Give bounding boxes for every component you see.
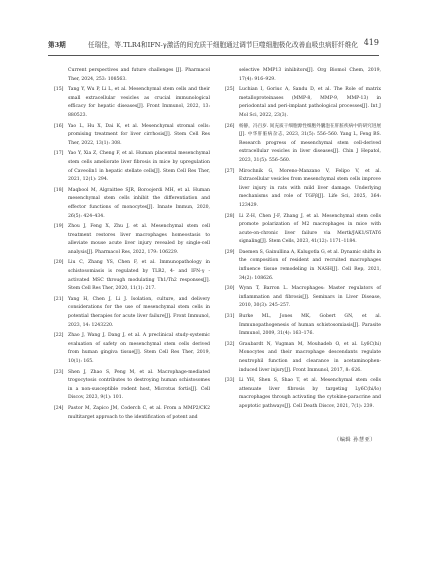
reference-number: [15] [54, 87, 64, 93]
reference-column-left [54, 67, 210, 424]
reference-number: [27] [225, 168, 235, 174]
reference-entry [225, 67, 381, 84]
reference-text: Li Z-H, Chen J-F, Zhang J, et al. Mesenchymal stem cells promote polarization of M2 macrophages in mice with acute-on-chronic liver failure via Mertk/JAK1/STAT6 signaling[J]. Stem Cells, 2023, 41(12): 1171–1184. [239, 213, 381, 245]
reference-text: Luchian I, Goriuc A, Sandu D, et al. The Role of matrix metalloproteinases (MMP-8, MMP-9, MMP-13) in periodontal and peri-implant pathological processes[J]. Int J Mol Sci, 2022, 23(3). [239, 87, 381, 118]
editor-note: （编辑 孙慧亚） [334, 437, 376, 443]
reference-entry [225, 341, 381, 375]
reference-number: [32] [225, 341, 235, 347]
reference-number: [16] [54, 123, 64, 129]
reference-entry [225, 86, 381, 120]
reference-number: [20] [54, 260, 64, 266]
reference-entry [54, 86, 210, 120]
reference-number: [28] [225, 213, 235, 219]
reference-text: Liu C, Zhang YS, Chen F, et al. Immunopathology in schistosomiasis is regulated by TLR2, 4- and IFN-γ -activated MSC through modulating Th1/Th2 responses[J]. Stem Cell Res Ther, 2020, 11(1): 217. [68, 260, 210, 292]
reference-number: [23] [54, 369, 64, 375]
reference-number: [33] [225, 378, 235, 384]
reference-text: Mirochnik G, Moreno-Manzano V, Felipo V, et al. Extracellular vesicles from mesenchymal stem cells improve liver injury in rats with mild liver damage. Underlying mechanisms and role of TGFβ[J]. Life Sci, 2025, 364: 123429. [239, 168, 381, 208]
reference-text: 杨静，冯百岁. 间充质干细胞源性细胞外囊泡在肝脏疾病中的研究进展[J]. 中华肝脏病杂志, 2023, 31(5): 556–560. Yang L, Feng BS. Research progress of mesenchymal stem cell-derived extracellular vesicles in liver diseases[J]. Chin J Hepatol, 2023, 31(5): 556–560. [239, 123, 381, 163]
reference-entry [225, 285, 381, 311]
reference-text: selective MMP13 inhibitors[J]. Org Biomol Chem, 2019, 17(4): 916–929. [239, 68, 381, 82]
reference-entry [225, 377, 381, 411]
page-header [48, 37, 379, 53]
reference-text: Maqbool M, Algraittee SJR, Boroojerdi MH, et al. Human mesenchymal stem cells inhibit the differentiation and effector functions of monocytes[J]. Innate Immun, 2020, 26(5): 424–434. [68, 187, 210, 219]
reference-number: [22] [54, 333, 64, 339]
reference-entry [54, 332, 210, 366]
page-number: 419 [363, 38, 379, 47]
reference-text: Pastor M, Zapico JM, Coderch C, et al. From a MMP2/CK2 multitarget approach to the identification of potent and [68, 405, 210, 420]
reference-column-right [225, 67, 381, 414]
reference-number: [25] [225, 87, 235, 93]
reference-entry [54, 187, 210, 221]
reference-text: Yao L, Hu X, Dai K, et al. Mesenchymal stromal cells: promising treatment for liver cirrhosis[J]. Stem Cell Res Ther, 2022, 13(1): 308. [68, 123, 210, 146]
reference-text: Current perspectives and future challenges [J]. Pharmacol Ther, 2024, 253: 108563. [68, 68, 210, 82]
reference-number: [21] [54, 296, 64, 302]
reference-text: Shen J, Zhao S, Peng M, et al. Macrophage-mediated trogocytosis contributes to destroying human schistosomes in a non-susceptible rodent host, Microtus fortis[J]. Cell Discov, 2023, 9(1): 101. [68, 369, 210, 401]
reference-text: Burke ML, Jones MK, Gobert GN, et al. Immunopathogenesis of human schistosomiasis[J]. Parasite Immunol, 2009, 31(4): 163–176. [239, 314, 381, 337]
reference-entry [225, 168, 381, 211]
reference-text: Zhou J, Feng X, Zhu J, et al. Mesenchymal stem cell treatment restores liver macrophages homeostasis to alleviate mouse acute liver injury revealed by single-cell analysis[J]. Pharmacol Res, 2022, 179: 106229. [68, 224, 210, 255]
reference-text: Tang Y, Wu P, Li L, et al. Mesenchymal stem cells and their small extracellular vesicles as crucial immunological efficacy for hepatic diseases[J]. Front Immunol, 2022, 13: 880523. [68, 87, 210, 118]
reference-text: Li YH, Shen S, Shao T, et al. Mesenchymal stem cells attenuate liver fibrosis by targeting Ly6C(hi/lo) macrophages through activating the cytokine-paracrine and apoptotic pathways[J]. Cell Death Discov, 2021, 7(1): 239. [239, 378, 381, 409]
reference-number: [29] [225, 249, 235, 255]
reference-entry [54, 369, 210, 403]
reference-entry [225, 213, 381, 247]
reference-entry [225, 123, 381, 166]
reference-text: Wynn T, Barron L. Macrophages: Master regulators of inflammation and fibrosis[J]. Seminars in Liver Disease, 2010, 30(3): 245–257. [239, 286, 381, 309]
reference-entry [54, 67, 210, 84]
running-title: 任瑞佳，等.TLR4和IFN-γ激活的间充质干细胞通过调节巨噬细胞极化改善血吸虫病肝纤维化 [88, 41, 358, 49]
reference-entry [54, 259, 210, 293]
reference-entry [225, 313, 381, 339]
reference-text: Yang H, Chen J, Li J. Isolation, culture, and delivery considerations for the use of mesenchymal stem cells in potential therapies for acute liver failure[J]. Front Immunol, 2023, 14: 1243220. [68, 296, 210, 328]
reference-entry [54, 123, 210, 149]
header-rule [48, 55, 379, 56]
reference-text: Graubardt N, Vugman M, Mouhadeb O, et al. Ly6C(hi) Monocytes and their macrophage descendants regulate neutrophil function and clearance in acetaminophen-induced liver injury[J]. Front Immunol, 2017, 8: 626. [239, 341, 381, 373]
reference-number: [19] [54, 224, 64, 230]
issue-label: 第3期 [48, 41, 66, 49]
reference-number: [18] [54, 187, 64, 193]
reference-entry [54, 223, 210, 257]
reference-number: [17] [54, 151, 64, 157]
reference-entry [54, 405, 210, 422]
reference-text: Daemen S, Gainullina A, Kalugotla G, et al. Dynamic shifts in the composition of resident and recruited macrophages influence tissue remodeling in NASH[J]. Cell Rep, 2021, 34(2): 108626. [239, 249, 381, 281]
reference-number: [24] [54, 405, 64, 411]
reference-text: Zhao J, Wang J, Dang J, et al. A preclinical study-systemic evaluation of safety on mesenchymal stem cells derived from human gingiva tissue[J]. Stem Cell Res Ther, 2019, 10(1): 165. [68, 333, 210, 364]
reference-entry [54, 150, 210, 184]
reference-entry [54, 296, 210, 330]
reference-number: [26] [225, 123, 235, 129]
reference-number: [31] [225, 314, 235, 320]
reference-number: [30] [225, 286, 235, 292]
reference-entry [225, 249, 381, 283]
reference-text: Yao Y, Xia Z, Cheng F, et al. Human placental mesenchymal stem cells ameliorate liver fibrosis in mice by upregulation of Caveolin1 in hepatic stellate cells[J]. Stem Cell Res Ther, 2021, 12(1): 294. [68, 151, 210, 183]
